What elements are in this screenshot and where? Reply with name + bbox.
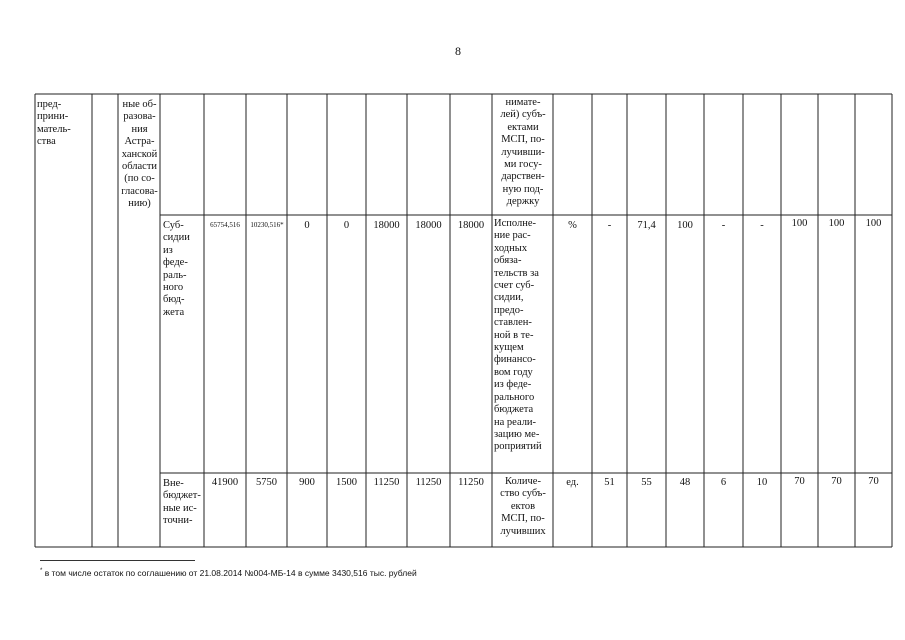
- footnote: [40, 568, 417, 578]
- footnote-mark: *: [40, 568, 43, 575]
- value-cell-row3-3: 900: [299, 477, 315, 488]
- value-cell-row2-5: 18000: [373, 220, 400, 231]
- value-cell-row3-4: 1500: [336, 477, 357, 488]
- source-cell-row3: Вне- бюджет- ные ис- точни-: [163, 478, 201, 527]
- indicator-value-row3-2: 55: [641, 477, 652, 488]
- indicator-value-row2-5: -: [760, 220, 764, 231]
- indicator-cell-row2: Исполне- ние рас- ходных обяза- тельств за счет суб- сидии, предо- ставлен- ной в те- кущем финансо- вом году из феде- рального бюджета на реали- зацию ме- роприятий: [494, 218, 542, 453]
- indicator-value-row3-3: 48: [679, 477, 691, 488]
- footnote-divider: [40, 560, 195, 561]
- source-cell-row2: Суб- сидии из феде- раль- ного бюд- жета: [163, 220, 190, 318]
- value-cell-row2-6: 18000: [415, 220, 442, 231]
- indicator-value-row2-7: 100: [828, 218, 845, 229]
- footnote-text: в том числе остаток по соглашению от 21.08.2014 №004-МБ-14 в сумме 3430,516 тыс. рублей: [44, 568, 417, 578]
- page-number: 8: [455, 44, 461, 58]
- value-cell-row2-7: 18000: [457, 220, 485, 231]
- indicator-value-row2-6: 100: [791, 218, 808, 229]
- value-cell-row3-5: 11250: [373, 477, 400, 488]
- indicator-value-row3-5: 10: [756, 477, 768, 488]
- value-cell-row3-1: 41900: [211, 477, 239, 488]
- value-cell-row2-3: 0: [304, 220, 310, 231]
- indicator-value-row2-3: 100: [677, 220, 693, 231]
- indicator-cell-row3: Количе- ство субъ- ектов МСП, по- лучивших: [500, 476, 546, 537]
- indicator-value-row3-6: 70: [794, 476, 805, 487]
- value-cell-row2-2: 10230,516*: [250, 221, 284, 229]
- municipality-cell: ные об- разова- ния Астра- ханской области (по со- гласова- нию): [121, 99, 158, 210]
- indicator-value-row2-1: -: [607, 220, 612, 231]
- indicator-value-row3-4: 6: [720, 477, 727, 488]
- value-cell-row3-6: 11250: [415, 477, 442, 488]
- indicator-value-row2-8: 100: [865, 218, 882, 229]
- indicator-value-row2-2: 71,4: [637, 220, 656, 231]
- entity-type-cell: пред- прини- матель- ства: [37, 99, 71, 148]
- unit-cell-row3: ед.: [566, 477, 579, 488]
- indicator-value-row3-1: 51: [604, 477, 615, 488]
- indicator-value-row2-4: -: [721, 220, 726, 231]
- unit-cell-row2: %: [568, 220, 577, 231]
- value-cell-row2-4: 0: [343, 220, 350, 231]
- value-cell-row3-2: 5750: [256, 477, 277, 488]
- indicator-value-row3-8: 70: [868, 476, 879, 487]
- value-cell-row3-7: 11250: [458, 477, 484, 488]
- indicator-value-row3-7: 70: [831, 476, 842, 487]
- value-cell-row2-1: 65754,516: [210, 221, 240, 229]
- indicator-cell-row1: нимате- лей) субъ- ектами МСП, по- лучивши- ми госу- дарствен- ную под- держку: [500, 97, 546, 208]
